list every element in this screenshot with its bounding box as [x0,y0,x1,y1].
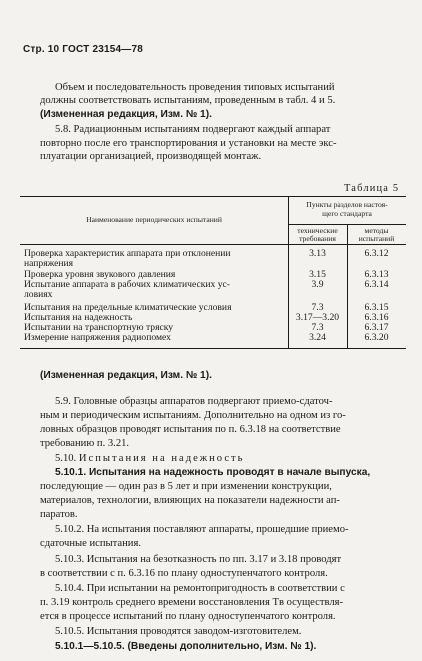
table-row-2-name: Проверка уровня звукового давления [24,269,176,280]
table-row-6-name: Испытании на транспортную тряску [24,322,174,333]
table-5 [20,196,406,349]
para-5-10-4-line-2: п. 3.19 контроль среднего времени восстановления Tв осуществля- [40,597,344,608]
para-5-10-3-line-1: 5.10.3. Испытания на безотказность по пп. 3.17 и 3.18 проводят [55,554,342,565]
para-5-10-2-line-1: 5.10.2. На испытания поставляют аппараты, прошедшие приемо- [55,524,349,535]
para-5-8-line-3: плуатации организацией, производящей монтаж. [40,151,262,162]
para-5-10-1-line-4: паратов. [40,509,78,520]
after-table-edition-note: (Измененная редакция, Изм. № 1). [40,370,212,381]
table-bottom-rule [20,348,406,349]
table-row-4-tech: 7.3 [311,302,324,313]
table-row-1-name-cont: напряжения [24,258,74,269]
page-header: Стр. 10 ГОСТ 23154—78 [23,44,143,55]
section-5-10-heading [55,452,245,466]
table-row-5-name: Испытания на надежность [24,312,133,323]
col-header-name: Наименование периодических испытаний [86,215,222,224]
table-row-1-tech: 3.13 [309,248,326,259]
para-5-9-line-3: ловных образцов проводят испытания по п. 6.3.18 на соответствие [40,424,341,435]
table-row-3-methods: 6.3.14 [364,279,389,290]
table-row-1-name: Проверка характеристик аппарата при отклонении [24,248,231,259]
col-header-points-line-1: Пункты разделов настоя- [306,200,388,209]
intro-line-2: должны соответствовать испытаниям, проведенным в табл. 4 и 5. [40,95,336,106]
table-row-4-methods: 6.3.15 [364,302,389,313]
table-row-4-name: Испытания на предельные климатические условия [24,302,232,313]
col-header-tech-line-2: требования [299,234,336,243]
para-5-10-5: 5.10.5. Испытания проводятся заводом-изготовителем. [55,626,302,637]
table-row-3-name-cont: ловиях [24,289,53,300]
table-row-5-methods: 6.3.16 [364,312,389,323]
para-5-8-line-1: 5.8. Радиационным испытаниям подвергают каждый аппарат [55,124,331,135]
col-header-points-line-2: щего стандарта [322,209,372,218]
para-5-10-1-line-1: 5.10.1. Испытания на надежность проводят в начале выпуска, [55,467,371,478]
table-row-7-methods: 6.3.20 [364,332,389,343]
table-row-1-methods: 6.3.12 [364,248,389,259]
table-row-7-name: Измерение напряжения радиопомех [24,332,171,343]
table-caption: Таблица 5 [344,183,400,194]
table-row-3-tech: 3.9 [311,279,324,290]
para-5-10-2-line-2: сдаточные испытания. [40,538,141,549]
intro-edition-note: (Измененная редакция, Изм. № 1). [40,109,212,120]
para-5-10-1-line-2: последующие — один раз в 5 лет и при изменении конструкции, [40,481,332,492]
para-5-9-line-2: ным и периодическим испытаниям. Дополнительно на одном из го- [40,410,346,421]
para-5-10-1-line-3: материалов, технологии, влияющих на показатели надежности ап- [40,495,340,506]
table-row-5-tech: 3.17—3.20 [295,312,340,323]
table-row-6-tech: 7.3 [311,322,324,333]
section-5-10-number: 5.10. [55,453,77,464]
section-5-10-title: Испытания на надежность [78,453,245,464]
table-row-3-name: Испытание аппарата в рабочих климатических ус- [24,279,231,290]
para-5-10-4-line-3: ется в процессе испытаний по плану одноступенчатого контроля. [40,611,336,622]
para-5-8-line-2: повторно после его транспортирования и установки на месте экс- [40,138,337,149]
intro-line-1: Объем и последовательность проведения типовых испытаний [55,82,335,93]
final-edition-note: 5.10.1—5.10.5. (Введены дополнительно, Изм. № 1). [55,641,317,652]
table-top-rule [20,196,406,197]
table-row-7-tech: 3.24 [309,332,326,343]
col-header-methods-line-1: методы [364,226,389,235]
table-row-2-tech: 3.15 [309,269,326,280]
para-5-10-4-line-1: 5.10.4. При испытании на ремонтопригодность в соответствии с [55,583,345,594]
para-5-10-3-line-2: в соответствии с п. 6.3.16 по плану одноступенчатого контроля. [40,568,328,579]
col-header-tech-line-1: технические [297,226,338,235]
table-row-6-methods: 6.3.17 [364,322,389,333]
table-header-rule [20,244,406,245]
col-header-methods-line-2: испытаний [358,234,395,243]
para-5-9-line-1: 5.9. Головные образцы аппаратов подвергают приемо-сдаточ- [55,396,333,407]
table-row-2-methods: 6.3.13 [364,269,389,280]
para-5-9-line-4: требованию п. 3.21. [40,438,130,449]
